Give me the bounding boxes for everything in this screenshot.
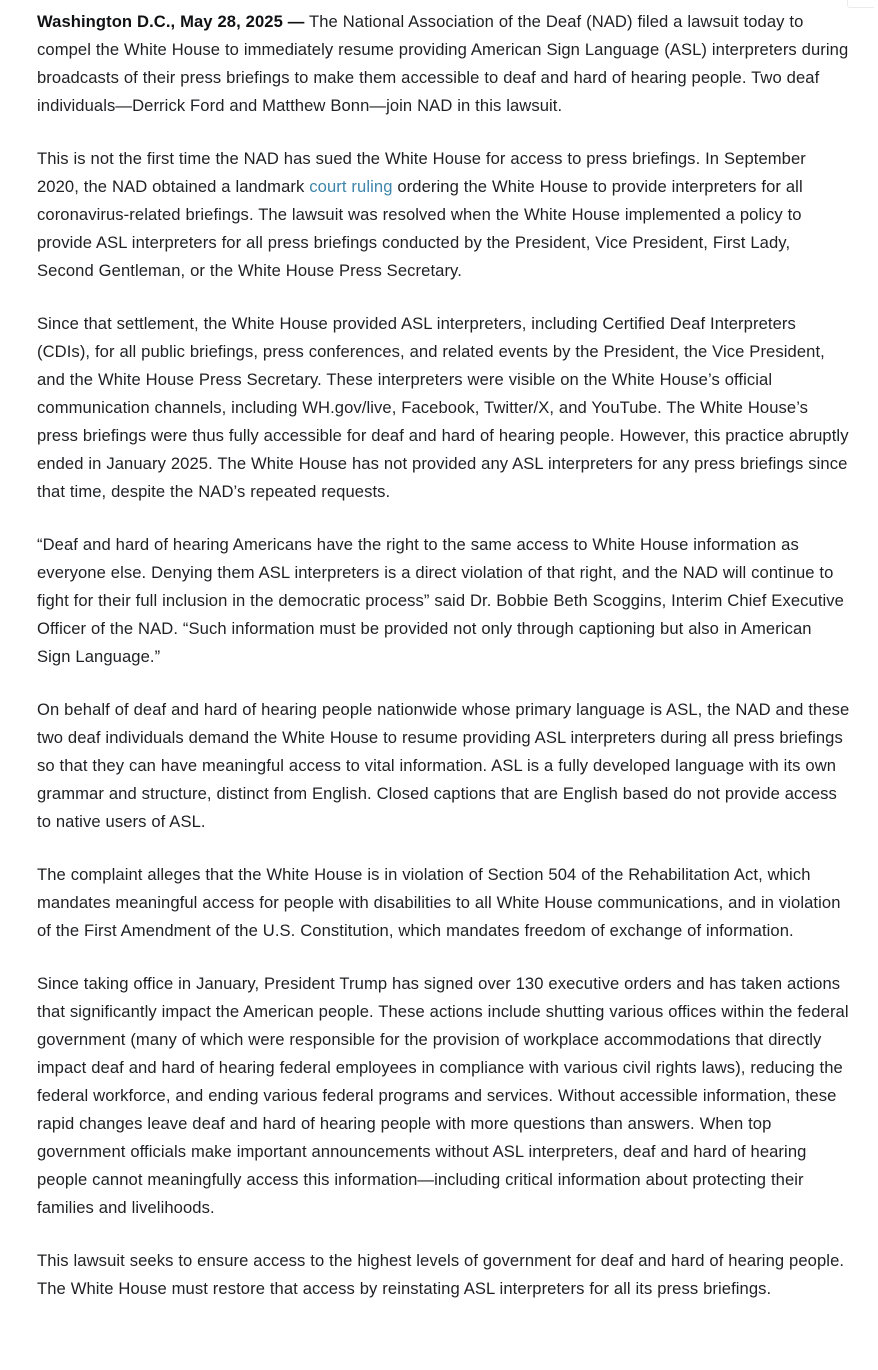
court-ruling-link[interactable]: court ruling [309,177,393,196]
dateline-label: Washington D.C., May 28, 2025 — [37,12,305,31]
paragraph-prior-lawsuit-text-after: ordering the White House to provide interpreters for all coronavirus-related briefings. The lawsuit was resolved when the White House implemented a policy to provide ASL interpreters for all press briefings conducted by the President, Vice President, First Lady, Second Gentleman, or the White House Press Secretary. [37,177,803,280]
paragraph-prior-lawsuit-text-before: This is not the first time the NAD has sued the White House for access to press briefings. In September 2020, the NAD obtained a landmark [37,149,806,196]
paragraph-lead-text: The National Association of the Deaf (NAD) filed a lawsuit today to compel the White House to immediately resume providing American Sign Language (ASL) interpreters during broadcasts of their press briefings to make them accessible to deaf and hard of hearing people. Two deaf individuals—Derrick Ford and Matthew Bonn—join NAD in this lawsuit. [37,12,849,115]
paragraph-demand: On behalf of deaf and hard of hearing people nationwide whose primary language is ASL, the NAD and these two deaf individuals demand the White House to resume providing ASL interpreters during all press briefings so that they can have meaningful access to vital information. ASL is a fully developed language with its own grammar and structure, distinct from English. Closed captions that are English based do not provide access to native users of ASL. [37,700,850,831]
paragraph-prior-lawsuit [37,145,850,285]
paragraph-conclusion: This lawsuit seeks to ensure access to the highest levels of government for deaf and hard of hearing people. The White House must restore that access by reinstating ASL interpreters for all its press briefings. [37,1251,845,1298]
press-release-body [37,8,850,1303]
paragraph-legal-claims: The complaint alleges that the White House is in violation of Section 504 of the Rehabilitation Act, which mandates meaningful access for people with disabilities to all White House communications, and in violation of the First Amendment of the U.S. Constitution, which mandates freedom of exchange of information. [37,865,841,940]
paragraph-lead [37,8,850,120]
paragraph-quote-scoggins: “Deaf and hard of hearing Americans have the right to the same access to White House information as everyone else. Denying them ASL interpreters is a direct violation of that right, and the NAD will continue to fight for their full inclusion in the democratic process” said Dr. Bobbie Beth Scoggins, Interim Chief Executive Officer of the NAD. “Such information must be provided not only through captioning but also in American Sign Language.” [37,535,844,666]
paragraph-executive-orders: Since taking office in January, President Trump has signed over 130 executive orders and has taken actions that significantly impact the American people. These actions include shutting various offices within the federal government (many of which were responsible for the provision of workplace accommodations that directly impact deaf and hard of hearing federal employees in compliance with various civil rights laws), reducing the federal workforce, and ending various federal programs and services. Without accessible information, these rapid changes leave deaf and hard of hearing people with more questions than answers. When top government officials make important announcements without ASL interpreters, deaf and hard of hearing people cannot meaningfully access this information—including critical information about protecting their families and livelihoods. [37,974,849,1217]
overlay-corner-bracket [847,0,874,8]
paragraph-settlement-history: Since that settlement, the White House provided ASL interpreters, including Certified Deaf Interpreters (CDIs), for all public briefings, press conferences, and related events by the President, the Vice President, and the White House Press Secretary. These interpreters were visible on the White House’s official communication channels, including WH.gov/live, Facebook, Twitter/X, and YouTube. The White House’s press briefings were thus fully accessible for deaf and hard of hearing people. However, this practice abruptly ended in January 2025. The White House has not provided any ASL interpreters for any press briefings since that time, despite the NAD’s repeated requests. [37,314,849,501]
